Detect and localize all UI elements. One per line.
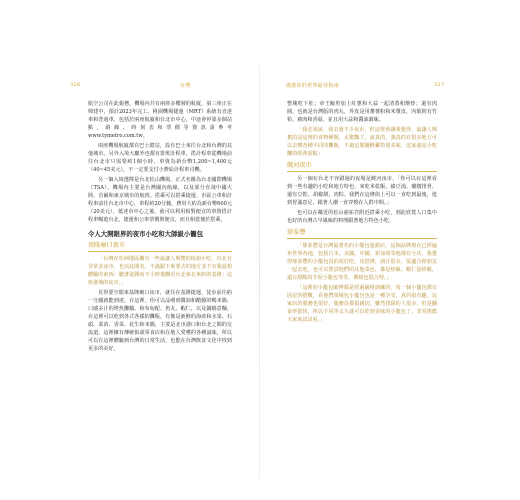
section-heading: 令人大開眼界的夜市小吃和大師級小籠包 [88, 229, 204, 238]
paragraph: 另一個入境選擇是台北松山機場，正式名稱為台北國際機場（TSA），機場內主要是台灣國內航線，以及部分直飛中國大陸、首爾和東京城市的航班。搭乘可以搭乘捷運、市區公車和計程車前往台北市中心，車程約20分鐘，費用大約為新台幣600元（20美元），抵達市中心之後，就可以利用相對便宜的車資搭計程車暢遊台北，捷運和公車票價則便宜，而且相當便於搭乘。 [88, 176, 232, 223]
right-page-body [287, 100, 437, 326]
paragraph: 見得要空閒來基隆廟口夜市，就住在基隆捷運，徒步前往約一分鐘就能到達，在這裡，你可以品嚐到醬油和醋燒的鴨米腸、口感多汁的烤魚攤鵝、和布甸配、魚丸、蝦仁，以及鍋燒意麵，在這裡可以吃到各式各樣的攤販，有像是新鮮的海產和水果、石頭、菜苗、香菜、花生和米腸，主要是北市港口和台北之間的交流道，這裡擁有傳統街頭零食店和在地人愛嚐的各種滋味，所以可以在這裡體驗到台灣的日常生活，也能在台灣飲食文化中找到更多的美好。 [88, 289, 232, 353]
subsection-heading: 饒河夜市 [287, 162, 437, 172]
paragraph: 另一個在台北不容錯過的夜場是饒河夜市，「你可以在這裡看到一些有趣的小吃和地方特色，來吃米乾飯、綠豆湯、藥燉排骨、還有豆乾、胡椒餅，肉粽、我們在這條街上可以一直吃到最後，逛到胃滿意足、跟著人潮一直穿梭在人群中間。」 [287, 175, 437, 207]
right-section-title: 漫遊你的世界最佳指南 [286, 83, 340, 89]
left-section-title: 台灣 [180, 83, 191, 89]
quote-block [88, 255, 232, 287]
quote-block [287, 242, 437, 324]
quote-text: 「鼎泰豐是台灣最著名的小籠包連鎖店，這個品牌現在已經遍布世界各地，包括日本、美國、中國、新加坡等地都有分店，我覺得鼎泰豐的小籠包真的很好吃，皮很薄，湯汁很多，很適合和朋友一起去吃，也可以嘗試他們的其他菜色，像是炒飯、蝦仁蛋炒飯，還有甜點的芋泥小籠包等等，價格也很合理。」 [287, 242, 437, 282]
quote-text: 「這裡的小籠包師傅都是經過嚴格訓練的，每一個小籠包都有固定的摺數，看他們現場包小籠包也是一種享受，真的很有趣。這家店的服務也很好，服務員都很親切，雖然排隊的人很多，但是翻桌率很快，所以不用等太久就可以吃到美味的小籠包了，非常推薦大家來試試看。」 [287, 284, 437, 323]
left-page-body [88, 100, 232, 355]
paragraph: 也可以在鄰近的松山慈祐宮附近搭乘小吃，到此欣賞人口集中也好的台灣古早風味的料理跟著地方特色小吃。 [287, 209, 437, 224]
metro-website-link[interactable]: www.tymetro.com.tw [88, 133, 143, 140]
paragraph: 兩座機場航廈都有巴士總站，設有巴士來往台北和台灣的其他城市。另外入境大廳外也都有排班計程車，搭計程車從機場前往台北市只需要約1個小時，車資為新台幣1,200~1,400元（40~45美元），不一定要支付小費給計程車司機。 [88, 142, 232, 173]
left-page-number: 326 [70, 82, 81, 88]
page-gutter [259, 62, 260, 482]
subsection-heading: 基隆廟口夜市 [88, 242, 232, 252]
quote-text: 「台灣在亞洲地區擁有一些最讓人興奮的街頭小吃，台北有非常多夜市，也以此聞名，不過跟下來要去的地方並不有我最想體驗的東西：聽著滋潤而不小時後觀看台北東北來約的基隆」這座港城的夜市。」 [88, 255, 232, 287]
quote-block [287, 126, 437, 158]
quote-text: 「我必須說，我去過不少夜市，但這裡會讓我覺得，最讓人興奮的是這裡的食物種類，太驚豔了，說真的，我真的有很多地方可以去嚐各種不同的攤販，不過這間鹽酥雞特別美味，這家還是小吃攤的經典重點」 [287, 126, 437, 157]
right-page-number: 327 [434, 82, 445, 88]
paragraph: 航空公司在此報務，機場內共有兩座多樓層的航廈，第三座正在興建中，預計2023年完工。桃園機場捷運（MRT）系統有直達車和普通車，包括於兩座航廈和台北市中心，中途會停靠多個站點，路線、時刻表和票價等資訊請參考www.tymetro.com.tw。 [88, 101, 232, 140]
subsection-heading: 鼎泰豐 [287, 229, 437, 239]
paragraph: 整塊吃下肚；章王鯨魚加上紅蔥和大蒜一起清蒸和燴炒；還有肉圓，也就是台灣版的肉丸，外皮是用蕃薯粉和米漿皮，內餡則有竹筍、豬肉和香菇，並且用大蒜和醬油調味。 [287, 101, 437, 124]
